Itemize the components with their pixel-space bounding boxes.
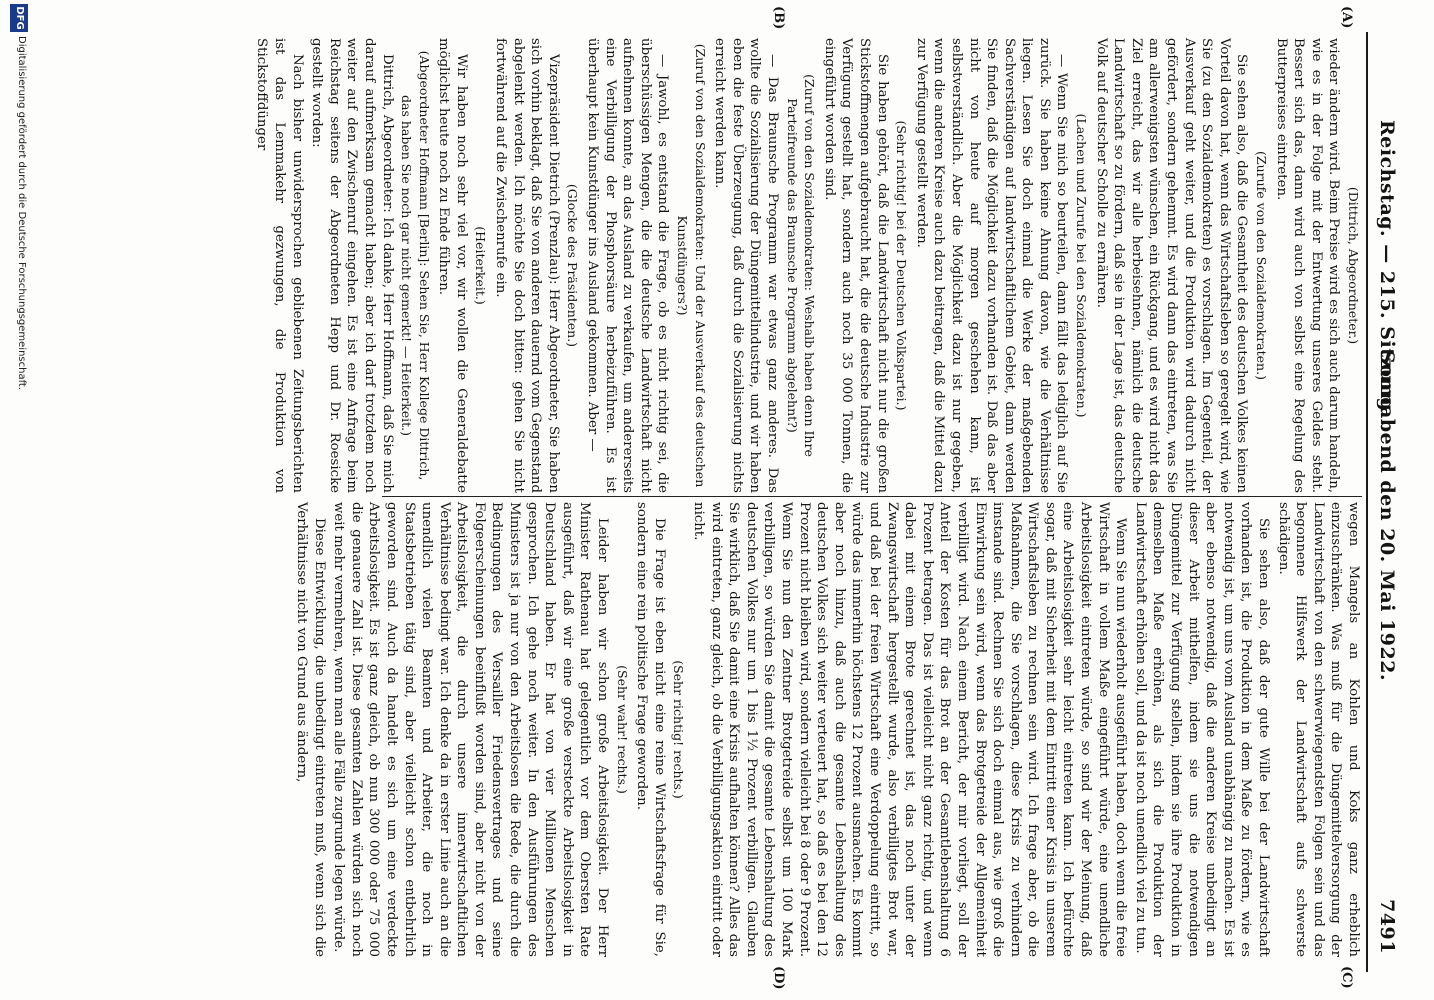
funding-note: Digitalisierung gefördert durch die Deutsche Forschungsgemeinschaft.: [16, 36, 27, 391]
interjection: (Zuruf von den Sozialdemokraten: Weshalb haben denn Ihre Parteifreunde das Braunsche Programm abgelehnt?): [784, 74, 818, 457]
interjection: (Sehr richtig! bei der Deutschen Volkspartei.): [894, 120, 910, 411]
interjection: (Lachen und Zurufe bei den Sozialdemokraten.): [1074, 113, 1090, 418]
paragraph: — Jawohl, es entstand die Frage, ob es nicht richtig sei, die überschüssigen Mengen, die die deutsche Landwirtschaft nicht aufnehmen konnte, an das Ausland zu verkaufen, um andererseits eine Verbilligung der Phosphorsäure herbeizuführen. Es ist überhaupt kein Kunstdünger ins Ausland gekommen. Aber —: [585, 38, 671, 493]
dfg-logo: DFG: [10, 4, 28, 32]
paragraph: Dittrich, Abgeordneter: Ich danke, Herr Hoffmann, daß Sie mich darauf aufmerksam gemacht haben; aber ich darf trotzdem noch weiter auf den Zwischenruf eingehen. Es ist eine Anfrage beim Reichstag seitens der Abgeordneten Hepp und Dr. Roesicke gestellt worden:: [309, 38, 395, 493]
interjection: (Heiterkeit.): [473, 226, 489, 305]
paragraph: Sie sehen also, daß der gute Wille bei der Landwirtschaft vorhanden ist, die Produktion in dem Maße zu fördern, wie es notwendig ist, um uns vom Ausland unabhängig zu machen. Es ist aber ebenso notwendig, daß die anderen Kreise unbedingt an dieser Arbeit mithelfen, indem sie uns die notwendigen Düngemittel zur Verfügung stellen, indem sie ihre Produktion in demselben Maße erhöhen, als sich die Produktion der Landwirtschaft erhöhen soll, und da ist noch unendlich viel zu tun.: [1132, 502, 1272, 957]
interjection: (Zurufe von den Sozialdemokraten.): [1254, 151, 1270, 380]
column-divider: [382, 496, 1362, 497]
paragraph: wieder ändern wird. Beim Preise wird es sich auch darum handeln, wie es in der Folge mit der Entwertung unseres Geldes steht. Bessert sich das, dann wird auch von selbst eine Regelung des Butterpreises eintreten.: [1273, 38, 1342, 493]
paragraph: Wir haben noch sehr viel vor, wir wollen die Generaldebatte möglichst heute noch zu Ende führen.: [436, 38, 469, 493]
paragraph: — Wenn Sie mich so beurteilen, dann fällt das lediglich auf Sie zurück. Sie haben keine Ahnung davon, wie die Verhältnisse liegen. Lesen Sie doch einmal die Werke der maßgebenden Sachverständigen auf landwirtschaftlichem Gebiet, dann werden Sie finden, daß die Möglichkeit dazu vorhanden ist. Daß das aber nicht von heute auf morgen geschehen kann, ist selbstverständlich. Aber die Möglichkeit dazu ist nur gegeben, wenn die anderen Kreise auch dazu beitragen, daß die Mittel dazu zur Verfügung gestellt werden.: [913, 38, 1070, 493]
quotation: Nach bisher unwidersprochen gebliebenen Zeitungsberichten ist das Lemmakehr gezwungen, die Produktion von Stickstoffdünger: [254, 38, 305, 493]
paragraph: Die Frage ist eben nicht eine reine Wirtschaftsfrage für Sie, sondern eine rein politische Frage geworden.: [634, 502, 667, 957]
header-rule: [1366, 32, 1368, 972]
margin-mark-b: (B): [771, 6, 786, 30]
interjection: (Glocke des Präsidenten.): [565, 183, 581, 348]
left-column: [251, 38, 1362, 493]
paragraph: Leider haben wir schon große Arbeitslosigkeit. Der Herr Minister Rathenau hat gelegentlich vor dem Obersten Rate ausgeführt, daß wir eine große versteckte Arbeitslosigkeit in Deutschland haben. Er hat von vier Millionen Menschen gesprochen. Ich gehe noch weiter. In den Ausführungen des Ministers ist ja nur von den Arbeitslosen die Rede, die durch die Bedingungen des Versailler Friedensvertrages und seine Folgeerscheinungen beeinflußt worden sind, aber nicht von der Arbeitslosigkeit, die durch unsere innerwirtschaftlichen Verhältnisse bedingt war. Ich denke da in erster Linie auch an die unendlich vielen Beamten und Arbeiter, die noch in Staatsbetrieben tätig sind, aber vielleicht schon entbehrlich geworden sind. Auch da handelt es sich um eine verdeckte Arbeitslosigkeit. Es ist ganz gleich, ob nun 300 000 oder 75 000 die genauere Zahl ist. Diese gesamten Zahlen würden sich noch weit mehr vermehren, wenn man alle Fälle zugrunde legen würde.: [331, 502, 611, 957]
page-number: 7491: [1376, 899, 1398, 954]
paragraph: Diese Entwicklung, die unbedingt eintreten muß, wenn sich die Verhältnisse nicht von Grund aus ändern,: [293, 502, 327, 957]
speaker-heading: (Dittrich, Abgeordneter.): [1346, 186, 1361, 345]
margin-mark-a: (A): [1339, 6, 1354, 29]
paragraph: Wenn Sie nun wiederholt ausgeführt haben, doch wenn die freie Wirtschaft in vollem Maße eingeführt würde, eine unendliche Arbeitslosigkeit eintreten würde, so sind wir der Meinung, daß eine Arbeitslosigkeit sehr leicht eintreten kann. Ich befürchte sogar, daß mit Sicherheit mit dem Eintritt einer Krisis in unserem Wirtschaftsleben zu rechnen sein wird. Ich frage aber, ob die Maßnahmen, die Sie vorschlagen, diese Krisis zu verhindern imstande sind. Rechnen Sie sich doch einmal aus, wie groß die Einwirkung sein wird, wenn das Brotgetreide der Allgemeinheit verbilligt wird. Nach einem Bericht, der mir vorliegt, soll der Anteil der Kosten für das Brot an der Gesamtlebenshaltung 6 Prozent betragen. Das ist vielleicht nicht ganz richtig, und wenn dabei mit einem Brote gerechnet ist, das noch unter der Zwangswirtschaft hergestellt wurde, also verbilligtes Brot war, und daß bei der freien Wirtschaft eine Verdoppelung eintritt, so würde das immerhin höchstens 12 Prozent ausmachen. Es kommt aber noch hinzu, daß auch die gesamte Lebenshaltung des deutschen Volkes sich weiter verteuert hat, so daß es bei den 12 Prozent nicht bleiben wird, sondern vielleicht bei 8 oder 9 Prozent. Wenn Sie nun den Zentner Brotgetreide selbst um 100 Mark verbilligen, so würden Sie damit die gesamte Lebenshaltung des deutschen Volkes nur um 1 bis 1½ Prozent verbilligen. Glauben Sie wirklich, daß Sie damit eine Krisis aufhalten können? Alles das wird eintreten, ganz gleich, ob die Verbilligungsaktion eintritt oder nicht.: [691, 502, 1129, 957]
right-column: [290, 502, 1362, 957]
paragraph: Sie haben gehört, daß die Landwirtschaft nicht nur die großen Stickstoffmengen aufgebraucht hat, die die deutsche Industrie zur Verfügung gestellt hat, sondern auch noch 35 000 Tonnen, die eingeführt worden sind.: [821, 38, 890, 493]
paragraph: Vizepräsident Dietrich (Prenzlau): Herr Abgeordneter, Sie haben sich vorhin beklagt, daß Sie von anderen dauernd vom Gegenstand abgelenkt werden. Ich möchte Sie doch bitten: gehen Sie nicht fortwährend auf die Zwischenrufe ein.: [493, 38, 561, 493]
margin-mark-c: (C): [1339, 966, 1354, 989]
interjection: (Sehr richtig! rechts.): [671, 660, 687, 799]
header-left: Reichstag. — 215. Sitzung.: [1376, 120, 1398, 419]
margin-mark-d: (D): [771, 966, 786, 990]
header-date: Sonnabend den 20. Mai 1922.: [1376, 350, 1398, 682]
paragraph: wegen Mangels an Kohlen und Koks ganz erheblich einzuschränken. Was muß für die Düngemittelversorgung der Landwirtschaft von den schwerwiegendsten Folgen sein und das begonnene Hilfswerk der Landwirtschaft aufs schwerste schädigen.: [1275, 502, 1361, 957]
interjection: (Sehr wahr! rechts.): [614, 665, 630, 794]
paragraph: — Das Braunsche Programm war etwas ganz anderes. Das wollte die Sozialisierung der Düngemittelindustrie, und wir haben eben die feste Überzeugung, daß durch die Sozialisierung nichts erreicht werden kann.: [712, 38, 780, 493]
paragraph: Sie sehen also, daß die Gesamtheit des deutschen Volkes keinen Vorteil davon hat, wenn das Wirtschaftsleben so geregelt wird, wie Sie (zu den Sozialdemokraten) es vorschlagen. Im Gegenteil, der Ausverkauf geht weiter, und die Produktion wird dadurch nicht gefördert, sondern gehemmt. Es wird dann das eintreten, was Sie am allerwenigsten wünschen, ein Rückgang, und es wird nicht das Ziel erreicht, das wir alle herbeisehnen, nämlich die deutsche Landwirtschaft so zu fördern, daß sie in der Lage ist, das deutsche Volk auf deutscher Scholle zu ernähren.: [1093, 38, 1250, 493]
interjection: (Abgeordneter Hoffmann [Berlin]: Sehen Sie, Herr Kollege Dittrich, das haben Sie noch gar nicht gemerkt! — Heiterkeit.): [399, 50, 432, 481]
interjection: (Zuruf von den Sozialdemokraten: Und der Ausverkauf des deutschen Kunstdüngers?): [675, 43, 708, 488]
page-footer: [4, 0, 30, 1000]
page-header: [1364, 32, 1398, 972]
